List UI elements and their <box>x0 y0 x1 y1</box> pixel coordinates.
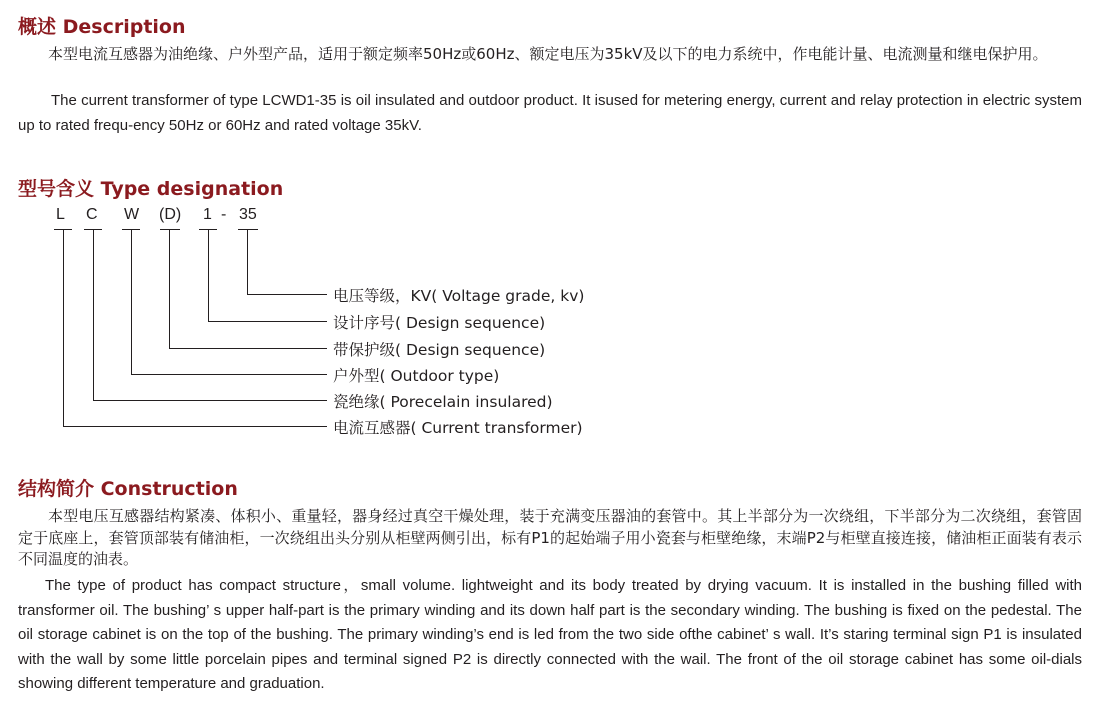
connector-v-35 <box>247 229 248 294</box>
meaning-current-transformer: 电流互感器( Current transformer) <box>333 419 583 437</box>
code-dash: - <box>221 206 227 223</box>
construction-heading: 结构简介 Construction <box>18 478 238 500</box>
connector-v-c <box>93 229 94 400</box>
code-letter-35: 35 <box>239 206 257 223</box>
connector-h-l <box>63 426 327 427</box>
meaning-protection-class: 带保护级( Design sequence) <box>333 341 546 359</box>
type-designation-diagram <box>0 200 700 450</box>
connector-v-w <box>131 229 132 374</box>
connector-h-c <box>93 400 327 401</box>
connector-h-w <box>131 374 327 375</box>
description-heading: 概述 Description <box>18 16 186 38</box>
construction-en-text: The type of product has compact structure，small volume. lightweight and its body treated by drying vacuum. It is installed in the bushing filled with transformer oil. The bushing’ s upper half-part is the primary winding and its down half part is the secondary winding. The bushing is fixed on the pedestal. The oil storage cabinet is on the top of the bushing. The primary winding’s end is led from the two side ofthe cabinet’ s wall. It’s staring terminal sign P1 is insulated with the wall by some little porcelain pipes and terminal signed P2 is directly connected with the wail. The front of the oil storage cabinet has some oil-dials showing different temperature and graduation. <box>18 577 1082 693</box>
connector-h-d <box>169 348 327 349</box>
meaning-voltage-grade: 电压等级，KV( Voltage grade, kv) <box>333 287 585 305</box>
code-letter-w: W <box>124 206 140 223</box>
code-letter-c: C <box>86 206 98 223</box>
connector-v-l <box>63 229 64 426</box>
meaning-outdoor-type: 户外型( Outdoor type) <box>333 367 500 385</box>
meaning-porcelain-insulated: 瓷绝缘( Porecelain insulared) <box>333 393 553 411</box>
connector-h-35 <box>247 294 327 295</box>
code-letter-1: 1 <box>203 206 212 223</box>
connector-h-1 <box>208 321 327 322</box>
code-letter-l: L <box>56 206 65 223</box>
underline-d <box>160 229 180 230</box>
description-en-text: The current transformer of type LCWD1-35 is oil insulated and outdoor product. It isused for metering energy, current and relay protection in electric system up to rated frequ-ency 50Hz or 60Hz and rated voltage 35kV. <box>18 92 1082 134</box>
meaning-design-sequence: 设计序号( Design sequence) <box>333 314 546 332</box>
underline-35 <box>238 229 258 230</box>
connector-v-d <box>169 229 170 348</box>
code-letter-d: (D) <box>159 206 182 223</box>
type-designation-heading: 型号含义 Type designation <box>18 178 284 200</box>
connector-v-1 <box>208 229 209 321</box>
construction-cn-text: 本型电压互感器结构紧凑、体积小、重量轻，器身经过真空干燥处理，装于充满变压器油的套管中。其上半部分为一次绕组，下半部分为二次绕组，套管固定于底座上，套管顶部装有储油柜，一次绕组出头分别从柜壁两侧引出，标有P1的起始端子用小瓷套与柜壁绝缘，末端P2与柜壁直接连接，储油柜正面装有表示不同温度的油表。 <box>18 507 1082 569</box>
description-cn-text: 本型电流互感器为油绝缘、户外型产品，适用于额定频率50Hz或60Hz、额定电压为35kV及以下的电力系统中，作电能计量、电流测量和继电保护用。 <box>48 45 1048 63</box>
